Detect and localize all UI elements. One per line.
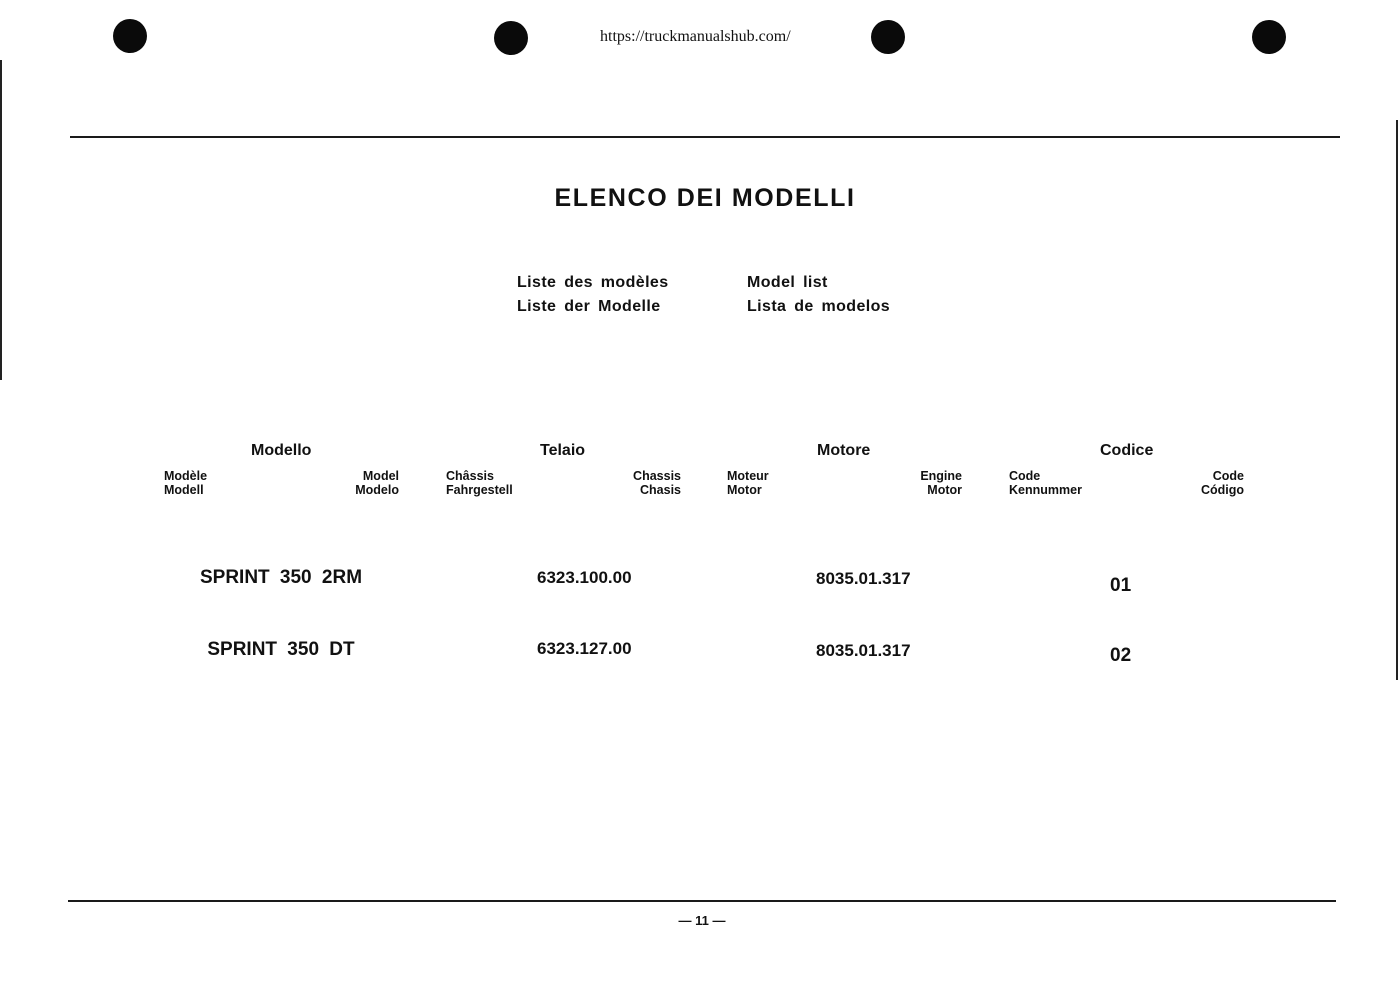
subtitle-en: Model list: [747, 274, 828, 291]
engine-sub-right-1: Engine: [920, 469, 962, 483]
row-1-model: SPRINT 350 2RM: [199, 567, 363, 588]
chassis-sub-right-2: Chasis: [640, 483, 681, 497]
code-sub-right-2: Código: [1200, 483, 1244, 497]
row-1-chassis: 6323.100.00: [537, 568, 632, 587]
row-1-engine: 8035.01.317: [816, 569, 911, 588]
row-2-code: 02: [1110, 645, 1132, 666]
column-head-chassis: Telaio: [540, 442, 586, 459]
punch-hole-1: [113, 19, 147, 53]
punch-hole-3: [871, 20, 905, 54]
row-2-chassis: 6323.127.00: [537, 639, 632, 658]
page-number: — 11 —: [678, 913, 726, 928]
model-sub-left-1: Modèle: [164, 469, 208, 483]
code-sub-left-1: Code: [1009, 469, 1041, 483]
code-sub-right: [1144, 469, 1244, 497]
engine-sub-left-1: Moteur: [727, 469, 769, 483]
column-head-model: Modello: [251, 442, 312, 459]
chassis-sub-right: [581, 469, 681, 497]
engine-sub-right: [862, 469, 962, 497]
chassis-sub-left-2: Fahrgestell: [446, 483, 513, 497]
subtitle-es: Lista de modelos: [747, 298, 891, 315]
punch-hole-2: [494, 21, 528, 55]
source-url[interactable]: https://truckmanualshub.com/: [600, 28, 791, 45]
chassis-sub-left-1: Châssis: [446, 469, 494, 483]
model-sub-left-2: Modell: [164, 483, 204, 497]
row-2-engine: 8035.01.317: [816, 641, 911, 660]
engine-sub-left: [727, 469, 769, 497]
engine-sub-right-2: Motor: [927, 483, 962, 497]
code-sub-left: [1009, 469, 1082, 497]
row-2-model: SPRINT 350 DT: [207, 639, 355, 660]
model-sub-right-1: Model: [362, 469, 399, 483]
column-head-code: Codice: [1100, 442, 1154, 459]
code-sub-left-2: Kennummer: [1009, 483, 1082, 497]
top-rule: [70, 136, 1340, 138]
left-page-edge: [0, 60, 2, 380]
subtitle-de: Liste der Modelle: [517, 298, 661, 315]
model-sub-right-2: Modelo: [355, 483, 399, 497]
model-sub-right: [300, 469, 399, 497]
model-sub-left: [164, 469, 207, 497]
engine-sub-left-2: Motor: [727, 483, 762, 497]
column-head-engine: Motore: [817, 442, 871, 459]
page-title: ELENCO DEI MODELLI: [554, 184, 856, 212]
row-1-code: 01: [1110, 575, 1132, 596]
chassis-sub-right-1: Chassis: [633, 469, 681, 483]
bottom-rule: [68, 900, 1336, 902]
subtitle-fr: Liste des modèles: [517, 274, 669, 291]
chassis-sub-left: [446, 469, 513, 497]
punch-hole-4: [1252, 20, 1286, 54]
code-sub-right-1: Code: [1212, 469, 1244, 483]
